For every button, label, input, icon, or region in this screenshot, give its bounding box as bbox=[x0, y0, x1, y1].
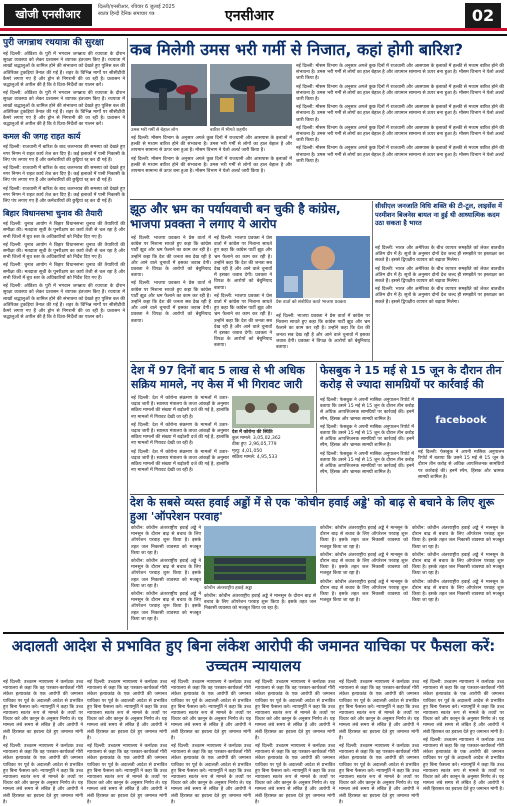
issue-date: दिल्ली/एनसीआर, रविवार 6 जुलाई 2025 bbox=[98, 4, 175, 10]
header-divider bbox=[0, 28, 507, 31]
column-divider bbox=[127, 38, 128, 630]
bjp-body-1: नई दिल्ली: भाजपा प्रवक्ता ने प्रेस वार्ता में कांग्रेस पर निशाना साधते हुए कहा कि कांग्रेस पार्टी झूठ और भ्रम फैलाने का काम कर रही है। उन्होंने कहा कि देश की जनता सब देख रही है और आने वाले चुनावों में इसका जवाब देगी। प्रवक्ता ने विपक्ष के आरोपों को बेबुनियाद बताया। नई दिल्ली: भाजपा प्रवक्ता ने प्रेस वार्ता में कांग्रेस पर निशाना साधते हुए कहा कि कांग्रेस पार्टी झूठ और भ्रम फैलाने का काम कर रही है। उन्होंने कहा कि देश की जनता सब देख रही है और आने वाले चुनावों में इसका जवाब देगी। प्रवक्ता ने विपक्ष के आरोपों को बेबुनियाद बताया। bbox=[131, 236, 211, 324]
court-body-1: नई दिल्ली: उच्चतम न्यायालय ने कर्नाटक उच्च न्यायालय से कहा कि वह पत्रकार-कार्यकर्ता गौरी लंकेश हत्याकांड के एक आरोपी की जमानत याचिका पर पूर्व के अदालती आदेश से प्रभावित हुए बिना फैसला करे। न्यायमूर्ति ने कहा कि उच्च न्यायालय स्वतंत्र रूप से मामले के तथ्यों पर विचार करे और कानून के अनुसार निर्णय ले। यह मामला लंबे समय से लंबित है और आरोपी ने लंबी हिरासत का हवाला देते हुए जमानत मांगी है। नई दिल्ली: उच्चतम न्यायालय ने कर्नाटक उच्च न्यायालय से कहा कि वह पत्रकार-कार्यकर्ता गौरी लंकेश हत्याकांड के एक आरोपी की जमानत याचिका पर पूर्व के अदालती आदेश से प्रभावित हुए बिना फैसला करे। न्यायमूर्ति ने कहा कि उच्च न्यायालय स्वतंत्र रूप से मामले के तथ्यों पर विचार करे और कानून के अनुसार निर्णय ले। यह मामला लंबे समय से लंबित है और आरोपी ने लंबी हिरासत का हवाला देते हुए जमानत मांगी है। bbox=[3, 680, 83, 805]
issue-info bbox=[98, 4, 175, 18]
airport-body-1: कोचीन: कोचीन अंतरराष्ट्रीय हवाई अड्डे ने मानसून के दौरान बाढ़ से बचाव के लिए ऑपरेशन परवाह शुरू किया है। इसके तहत जल निकासी व्यवस्था को मजबूत किया जा रहा है। कोचीन: कोचीन अंतरराष्ट्रीय हवाई अड्डे ने मानसून के दौरान बाढ़ से बचाव के लिए ऑपरेशन परवाह शुरू किया है। इसके तहत जल निकासी व्यवस्था को मजबूत किया जा रहा है। कोचीन: कोचीन अंतरराष्ट्रीय हवाई अड्डे ने मानसून के दौरान बाढ़ से बचाव के लिए ऑपरेशन परवाह शुरू किया है। इसके तहत जल निकासी व्यवस्था को मजबूत किया जा रहा है। bbox=[131, 526, 201, 622]
main-body-continued: नई दिल्ली: मौसम विभाग के अनुसार अगले कुछ दिनों में राजधानी और आसपास के इलाकों में हल्की से मध्यम बारिश होने की संभावना है। उमस भरी गर्मी से लोगों का हाल बेहाल है और तापमान सामान्य से ऊपर बना हुआ है। मौसम विभाग ने येलो अलर्ट जारी किया है। नई दिल्ली: मौसम विभाग के अनुसार अगले कुछ दिनों में राजधानी और आसपास के इलाकों में हल्की से मध्यम बारिश होने की संभावना है। उमस भरी गर्मी से लोगों का हाल बेहाल है और तापमान सामान्य से ऊपर बना हुआ है। मौसम विभाग ने येलो अलर्ट जारी किया है। नई दिल्ली: मौसम विभाग के अनुसार अगले कुछ दिनों में राजधानी और आसपास के इलाकों में हल्की से मध्यम बारिश होने की संभावना है। उमस भरी गर्मी से लोगों का हाल बेहाल है और तापमान सामान्य से ऊपर बना हुआ है। मौसम विभाग ने येलो अलर्ट जारी किया है। नई दिल्ली: मौसम विभाग के अनुसार अगले कुछ दिनों में राजधानी और आसपास के इलाकों में हल्की से मध्यम बारिश होने की संभावना है। उमस भरी गर्मी से लोगों का हाल बेहाल है और तापमान सामान्य से ऊपर बना हुआ है। मौसम विभाग ने येलो अलर्ट जारी किया है। नई दिल्ली: मौसम विभाग के अनुसार अगले कुछ दिनों में राजधानी और आसपास के इलाकों में हल्की से मध्यम बारिश होने की संभावना है। उमस भरी गर्मी से लोगों का हाल बेहाल है और तापमान सामान्य से ऊपर बना हुआ है। मौसम विभाग ने येलो अलर्ट जारी किया है। bbox=[296, 64, 504, 164]
facebook-headline: फेसबुक ने 15 मई से 15 जून के दौरान तीन करोड़ से ज्यादा सामग्रियों पर कार्रवाई की bbox=[320, 364, 502, 391]
airport-body-3: कोचीन: कोचीन अंतरराष्ट्रीय हवाई अड्डे ने मानसून के दौरान बाढ़ से बचाव के लिए ऑपरेशन परवाह शुरू किया है। इसके तहत जल निकासी व्यवस्था को मजबूत किया जा रहा है। कोचीन: कोचीन अंतरराष्ट्रीय हवाई अड्डे ने मानसून के दौरान बाढ़ से बचाव के लिए ऑपरेशन परवाह शुरू किया है। इसके तहत जल निकासी व्यवस्था को मजबूत किया जा रहा है। कोचीन: कोचीन अंतरराष्ट्रीय हवाई अड्डे ने मानसून के दौरान बाढ़ से बचाव के लिए ऑपरेशन परवाह शुरू किया है। इसके तहत जल निकासी व्यवस्था को मजबूत किया जा रहा है। bbox=[320, 526, 408, 604]
stats-deaths: मृत्यु: 4,01,050 bbox=[232, 448, 263, 454]
column-divider-2 bbox=[372, 201, 373, 361]
left-body-2: नई दिल्ली: राजधानी में बारिश के बाद जलभराव की समस्या को देखते हुए नगर निगम ने राहत कार्य तेज कर दिए हैं। कई इलाकों में पानी निकासी के लिए पंप लगाए गए हैं और कर्मचारियों की छुट्टियां रद्द कर दी गई हैं। नई दिल्ली: राजधानी में बारिश के बाद जलभराव की समस्या को देखते हुए नगर निगम ने राहत कार्य तेज कर दिए हैं। कई इलाकों में पानी निकासी के लिए पंप लगाए गए हैं और कर्मचारियों की छुट्टियां रद्द कर दी गई हैं। नई दिल्ली: राजधानी में बारिश के बाद जलभराव की समस्या को देखते हुए नगर निगम ने राहत कार्य तेज कर दिए हैं। कई इलाकों में पानी निकासी के लिए पंप लगाए गए हैं और कर्मचारियों की छुट्टियां रद्द कर दी गई हैं। bbox=[3, 145, 125, 205]
stats-title: देश में कोरोना की स्थिति bbox=[232, 430, 273, 435]
corona-body: नई दिल्ली: देश में कोरोना संक्रमण के मामलों में उतार-चढ़ाव जारी है। स्वास्थ्य मंत्रालय के ताजा आंकड़ों के अनुसार सक्रिय मामलों की संख्या में बढ़ोतरी दर्ज की गई है, हालांकि नए मामलों में गिरावट देखी जा रही है। नई दिल्ली: देश में कोरोना संक्रमण के मामलों में उतार-चढ़ाव जारी है। स्वास्थ्य मंत्रालय के ताजा आंकड़ों के अनुसार सक्रिय मामलों की संख्या में बढ़ोतरी दर्ज की गई है, हालांकि नए मामलों में गिरावट देखी जा रही है। नई दिल्ली: देश में कोरोना संक्रमण के मामलों में उतार-चढ़ाव जारी है। स्वास्थ्य मंत्रालय के ताजा आंकड़ों के अनुसार सक्रिय मामलों की संख्या में बढ़ोतरी दर्ज की गई है, हालांकि नए मामलों में गिरावट देखी जा रही है। bbox=[131, 396, 229, 474]
section-divider-2 bbox=[130, 361, 504, 362]
facebook-logo bbox=[418, 398, 504, 448]
stats-active: सक्रिय मामले: 4,95,533 bbox=[232, 454, 278, 460]
facebook-logo-text: facebook bbox=[435, 415, 487, 426]
section-divider-3 bbox=[130, 494, 504, 495]
airport-caption: कोचीन अंतरराष्ट्रीय हवाई अड्डा bbox=[204, 586, 252, 591]
court-body-3: नई दिल्ली: उच्चतम न्यायालय ने कर्नाटक उच्च न्यायालय से कहा कि वह पत्रकार-कार्यकर्ता गौरी लंकेश हत्याकांड के एक आरोपी की जमानत याचिका पर पूर्व के अदालती आदेश से प्रभावित हुए बिना फैसला करे। न्यायमूर्ति ने कहा कि उच्च न्यायालय स्वतंत्र रूप से मामले के तथ्यों पर विचार करे और कानून के अनुसार निर्णय ले। यह मामला लंबे समय से लंबित है और आरोपी ने लंबी हिरासत का हवाला देते हुए जमानत मांगी है। नई दिल्ली: उच्चतम न्यायालय ने कर्नाटक उच्च न्यायालय से कहा कि वह पत्रकार-कार्यकर्ता गौरी लंकेश हत्याकांड के एक आरोपी की जमानत याचिका पर पूर्व के अदालती आदेश से प्रभावित हुए बिना फैसला करे। न्यायमूर्ति ने कहा कि उच्च न्यायालय स्वतंत्र रूप से मामले के तथ्यों पर विचार करे और कानून के अनुसार निर्णय ले। यह मामला लंबे समय से लंबित है और आरोपी ने लंबी हिरासत का हवाला देते हुए जमानत मांगी है। bbox=[171, 680, 251, 805]
airport-headline: देश के सबसे व्यस्त हवाई अड्डों में से एक 'कोचीन हवाई अड्डे' को बाढ़ से बचाने के लिए शुरू हुआ 'ऑपरेशन परवाह' bbox=[130, 496, 495, 523]
court-body-2: नई दिल्ली: उच्चतम न्यायालय ने कर्नाटक उच्च न्यायालय से कहा कि वह पत्रकार-कार्यकर्ता गौरी लंकेश हत्याकांड के एक आरोपी की जमानत याचिका पर पूर्व के अदालती आदेश से प्रभावित हुए बिना फैसला करे। न्यायमूर्ति ने कहा कि उच्च न्यायालय स्वतंत्र रूप से मामले के तथ्यों पर विचार करे और कानून के अनुसार निर्णय ले। यह मामला लंबे समय से लंबित है और आरोपी ने लंबी हिरासत का हवाला देते हुए जमानत मांगी है। नई दिल्ली: उच्चतम न्यायालय ने कर्नाटक उच्च न्यायालय से कहा कि वह पत्रकार-कार्यकर्ता गौरी लंकेश हत्याकांड के एक आरोपी की जमानत याचिका पर पूर्व के अदालती आदेश से प्रभावित हुए बिना फैसला करे। न्यायमूर्ति ने कहा कि उच्च न्यायालय स्वतंत्र रूप से मामले के तथ्यों पर विचार करे और कानून के अनुसार निर्णय ले। यह मामला लंबे समय से लंबित है और आरोपी ने लंबी हिरासत का हवाला देते हुए जमानत मांगी है। bbox=[87, 680, 167, 805]
facebook-body-2: नई दिल्ली: फेसबुक ने अपनी मासिक अनुपालन रिपोर्ट में बताया कि उसने 15 मई से 15 जून के दौरान तीन करोड़ से अधिक आपत्तिजनक सामग्रियों पर कार्रवाई की। इनमें स्पैम, हिंसक और भ्रामक सामग्री शामिल है। bbox=[418, 450, 504, 480]
main-headline: कब मिलेगी उमस भरी गर्मी से निजात, कहां होगी बारिश? bbox=[130, 40, 463, 59]
bottom-divider bbox=[3, 632, 504, 634]
spokesperson-photo bbox=[276, 236, 370, 298]
issue-tagline: स्वतंत्र हिन्दी दैनिक समाचार पत्र bbox=[98, 11, 155, 17]
left-headline-1: पुरी जगन्नाथ रथयात्रा की सुरक्षा bbox=[3, 38, 104, 48]
column-divider-3 bbox=[316, 363, 317, 493]
court-headline: अदालती आदेश से प्रभावित हुए बिना लंकेश आरोपी की जमानत याचिका पर फैसला करें: उच्चतम न्यायालय bbox=[11, 637, 496, 675]
court-body-4: नई दिल्ली: उच्चतम न्यायालय ने कर्नाटक उच्च न्यायालय से कहा कि वह पत्रकार-कार्यकर्ता गौरी लंकेश हत्याकांड के एक आरोपी की जमानत याचिका पर पूर्व के अदालती आदेश से प्रभावित हुए बिना फैसला करे। न्यायमूर्ति ने कहा कि उच्च न्यायालय स्वतंत्र रूप से मामले के तथ्यों पर विचार करे और कानून के अनुसार निर्णय ले। यह मामला लंबे समय से लंबित है और आरोपी ने लंबी हिरासत का हवाला देते हुए जमानत मांगी है। नई दिल्ली: उच्चतम न्यायालय ने कर्नाटक उच्च न्यायालय से कहा कि वह पत्रकार-कार्यकर्ता गौरी लंकेश हत्याकांड के एक आरोपी की जमानत याचिका पर पूर्व के अदालती आदेश से प्रभावित हुए बिना फैसला करे। न्यायमूर्ति ने कहा कि उच्च न्यायालय स्वतंत्र रूप से मामले के तथ्यों पर विचार करे और कानून के अनुसार निर्णय ले। यह मामला लंबे समय से लंबित है और आरोपी ने लंबी हिरासत का हवाला देते हुए जमानत मांगी है। bbox=[255, 680, 335, 805]
trade-body: नई दिल्ली: भारत और अमेरिका के बीच व्यापार समझौते को लेकर बातचीत अंतिम दौर में है। सूत्रों के अनुसार दोनों देश जल्द ही समझौते पर हस्ताक्षर कर सकते हैं। इससे द्विपक्षीय व्यापार को बढ़ावा मिलेगा। नई दिल्ली: भारत और अमेरिका के बीच व्यापार समझौते को लेकर बातचीत अंतिम दौर में है। सूत्रों के अनुसार दोनों देश जल्द ही समझौते पर हस्ताक्षर कर सकते हैं। इससे द्विपक्षीय व्यापार को बढ़ावा मिलेगा। नई दिल्ली: भारत और अमेरिका के बीच व्यापार समझौते को लेकर बातचीत अंतिम दौर में है। सूत्रों के अनुसार दोनों देश जल्द ही समझौते पर हस्ताक्षर कर सकते हैं। इससे द्विपक्षीय व्यापार को बढ़ावा मिलेगा। bbox=[375, 246, 504, 305]
left-headline-3: बिहार विधानसभा चुनाव की तैयारी bbox=[3, 209, 103, 219]
left-body-1: नई दिल्ली: ओडिशा के पुरी में भगवान जगन्नाथ की रथयात्रा के दौरान सुरक्षा व्यवस्था को लेकर प्रशासन ने व्यापक इंतजाम किए हैं। रथयात्रा में लाखों श्रद्धालुओं के शामिल होने की संभावना को देखते हुए पुलिस बल की अतिरिक्त टुकड़ियां तैनात की गई हैं। शहर के विभिन्न मार्गों पर सीसीटीवी कैमरे लगाए गए हैं और ड्रोन से निगरानी की जा रही है। प्रशासन ने श्रद्धालुओं से अपील की है कि वे दिशा-निर्देशों का पालन करें। नई दिल्ली: ओडिशा के पुरी में भगवान जगन्नाथ की रथयात्रा के दौरान सुरक्षा व्यवस्था को लेकर प्रशासन ने व्यापक इंतजाम किए हैं। रथयात्रा में लाखों श्रद्धालुओं के शामिल होने की संभावना को देखते हुए पुलिस बल की अतिरिक्त टुकड़ियां तैनात की गई हैं। शहर के विभिन्न मार्गों पर सीसीटीवी कैमरे लगाए गए हैं और ड्रोन से निगरानी की जा रही है। प्रशासन ने श्रद्धालुओं से अपील की है कि वे दिशा-निर्देशों का पालन करें। bbox=[3, 52, 125, 128]
hospital-photo bbox=[232, 396, 314, 428]
stats-total: कुल मामले: 3,05,02,362 bbox=[232, 436, 281, 442]
section-divider bbox=[130, 199, 504, 200]
newspaper-logo: खोजी एनसीआर bbox=[4, 4, 92, 26]
corona-headline: देश में 97 दिनों बाद 5 लाख से भी अधिक सक्रिय मामले, नए केस में भी गिरावट जारी bbox=[131, 364, 305, 391]
photo-caption-1: उमस भरी गर्मी से बेहाल लोग bbox=[131, 128, 178, 133]
rain-photo-2 bbox=[210, 64, 292, 126]
photo-caption-2: बारिश में भीगते राहगीर bbox=[210, 128, 248, 133]
airport-body-2: कोचीन: कोचीन अंतरराष्ट्रीय हवाई अड्डे ने मानसून के दौरान बाढ़ से बचाव के लिए ऑपरेशन परवाह शुरू किया है। इसके तहत जल निकासी व्यवस्था को मजबूत किया जा रहा है। bbox=[204, 594, 316, 612]
bjp-body-3: नई दिल्ली: भाजपा प्रवक्ता ने प्रेस वार्ता में कांग्रेस पर निशाना साधते हुए कहा कि कांग्रेस पार्टी झूठ और भ्रम फैलाने का काम कर रही है। उन्होंने कहा कि देश की जनता सब देख रही है और आने वाले चुनावों में इसका जवाब देगी। प्रवक्ता ने विपक्ष के आरोपों को बेबुनियाद बताया। bbox=[276, 314, 370, 351]
main-body: नई दिल्ली: मौसम विभाग के अनुसार अगले कुछ दिनों में राजधानी और आसपास के इलाकों में हल्की से मध्यम बारिश होने की संभावना है। उमस भरी गर्मी से लोगों का हाल बेहाल है और तापमान सामान्य से ऊपर बना हुआ है। मौसम विभाग ने येलो अलर्ट जारी किया है। नई दिल्ली: मौसम विभाग के अनुसार अगले कुछ दिनों में राजधानी और आसपास के इलाकों में हल्की से मध्यम बारिश होने की संभावना है। उमस भरी गर्मी से लोगों का हाल बेहाल है और तापमान सामान्य से ऊपर बना हुआ है। मौसम विभाग ने येलो अलर्ट जारी किया है। bbox=[131, 136, 292, 175]
left-column bbox=[3, 38, 125, 628]
left-body-3: नई दिल्ली: चुनाव आयोग ने बिहार विधानसभा चुनाव की तैयारियों की समीक्षा की। मतदाता सूची के पुनरीक्षण का कार्य तेजी से चल रहा है और सभी जिलों में बूथ स्तर के अधिकारियों को निर्देश दिए गए हैं। नई दिल्ली: चुनाव आयोग ने बिहार विधानसभा चुनाव की तैयारियों की समीक्षा की। मतदाता सूची के पुनरीक्षण का कार्य तेजी से चल रहा है और सभी जिलों में बूथ स्तर के अधिकारियों को निर्देश दिए गए हैं। नई दिल्ली: चुनाव आयोग ने बिहार विधानसभा चुनाव की तैयारियों की समीक्षा की। मतदाता सूची के पुनरीक्षण का कार्य तेजी से चल रहा है और सभी जिलों में बूथ स्तर के अधिकारियों को निर्देश दिए गए हैं। नई दिल्ली: ओडिशा के पुरी में भगवान जगन्नाथ की रथयात्रा के दौरान सुरक्षा व्यवस्था को लेकर प्रशासन ने व्यापक इंतजाम किए हैं। रथयात्रा में लाखों श्रद्धालुओं के शामिल होने की संभावना को देखते हुए पुलिस बल की अतिरिक्त टुकड़ियां तैनात की गई हैं। शहर के विभिन्न मार्गों पर सीसीटीवी कैमरे लगाए गए हैं और ड्रोन से निगरानी की जा रही है। प्रशासन ने श्रद्धालुओं से अपील की है कि वे दिशा-निर्देशों का पालन करें। bbox=[3, 222, 125, 321]
court-body-6: नई दिल्ली: उच्चतम न्यायालय ने कर्नाटक उच्च न्यायालय से कहा कि वह पत्रकार-कार्यकर्ता गौरी लंकेश हत्याकांड के एक आरोपी की जमानत याचिका पर पूर्व के अदालती आदेश से प्रभावित हुए बिना फैसला करे। न्यायमूर्ति ने कहा कि उच्च न्यायालय स्वतंत्र रूप से मामले के तथ्यों पर विचार करे और कानून के अनुसार निर्णय ले। यह मामला लंबे समय से लंबित है और आरोपी ने लंबी हिरासत का हवाला देते हुए जमानत मांगी है। नई दिल्ली: उच्चतम न्यायालय ने कर्नाटक उच्च न्यायालय से कहा कि वह पत्रकार-कार्यकर्ता गौरी लंकेश हत्याकांड के एक आरोपी की जमानत याचिका पर पूर्व के अदालती आदेश से प्रभावित हुए बिना फैसला करे। न्यायमूर्ति ने कहा कि उच्च न्यायालय स्वतंत्र रूप से मामले के तथ्यों पर विचार करे और कानून के अनुसार निर्णय ले। यह मामला लंबे समय से लंबित है और आरोपी ने लंबी हिरासत का हवाला देते हुए जमानत मांगी है। bbox=[423, 680, 504, 793]
trade-headline: सीसीएल जनजाति विधि शक्ति की टी-टूल, लाइसेंस में परमीशन बिजनेस बायल ना हुई थी आध्यात्मिक कदम उठा सकता है भारत bbox=[375, 202, 503, 227]
facebook-body: नई दिल्ली: फेसबुक ने अपनी मासिक अनुपालन रिपोर्ट में बताया कि उसने 15 मई से 15 जून के दौरान तीन करोड़ से अधिक आपत्तिजनक सामग्रियों पर कार्रवाई की। इनमें स्पैम, हिंसक और भ्रामक सामग्री शामिल है। नई दिल्ली: फेसबुक ने अपनी मासिक अनुपालन रिपोर्ट में बताया कि उसने 15 मई से 15 जून के दौरान तीन करोड़ से अधिक आपत्तिजनक सामग्रियों पर कार्रवाई की। इनमें स्पैम, हिंसक और भ्रामक सामग्री शामिल है। नई दिल्ली: फेसबुक ने अपनी मासिक अनुपालन रिपोर्ट में बताया कि उसने 15 मई से 15 जून के दौरान तीन करोड़ से अधिक आपत्तिजनक सामग्रियों पर कार्रवाई की। इनमें स्पैम, हिंसक और भ्रामक सामग्री शामिल है। bbox=[320, 398, 414, 476]
bjp-headline: झूठ और भ्रम का पर्यायवाची बन चुकी है कांग्रेस, भाजपा प्रवक्ता ने लगाए ये आरोप bbox=[130, 202, 341, 231]
page-number: 02 bbox=[465, 3, 501, 29]
section-title: एनसीआर bbox=[225, 8, 274, 24]
rain-photo-1 bbox=[131, 64, 207, 126]
bjp-body-2: नई दिल्ली: भाजपा प्रवक्ता ने प्रेस वार्ता में कांग्रेस पर निशाना साधते हुए कहा कि कांग्रेस पार्टी झूठ और भ्रम फैलाने का काम कर रही है। उन्होंने कहा कि देश की जनता सब देख रही है और आने वाले चुनावों में इसका जवाब देगी। प्रवक्ता ने विपक्ष के आरोपों को बेबुनियाद बताया। नई दिल्ली: भाजपा प्रवक्ता ने प्रेस वार्ता में कांग्रेस पर निशाना साधते हुए कहा कि कांग्रेस पार्टी झूठ और भ्रम फैलाने का काम कर रही है। उन्होंने कहा कि देश की जनता सब देख रही है और आने वाले चुनावों में इसका जवाब देगी। प्रवक्ता ने विपक्ष के आरोपों को बेबुनियाद बताया। bbox=[214, 236, 272, 349]
airport-photo bbox=[204, 526, 316, 584]
stats-recovered: ठीक हुए: 2,96,05,779 bbox=[232, 442, 277, 448]
court-body-5: नई दिल्ली: उच्चतम न्यायालय ने कर्नाटक उच्च न्यायालय से कहा कि वह पत्रकार-कार्यकर्ता गौरी लंकेश हत्याकांड के एक आरोपी की जमानत याचिका पर पूर्व के अदालती आदेश से प्रभावित हुए बिना फैसला करे। न्यायमूर्ति ने कहा कि उच्च न्यायालय स्वतंत्र रूप से मामले के तथ्यों पर विचार करे और कानून के अनुसार निर्णय ले। यह मामला लंबे समय से लंबित है और आरोपी ने लंबी हिरासत का हवाला देते हुए जमानत मांगी है। नई दिल्ली: उच्चतम न्यायालय ने कर्नाटक उच्च न्यायालय से कहा कि वह पत्रकार-कार्यकर्ता गौरी लंकेश हत्याकांड के एक आरोपी की जमानत याचिका पर पूर्व के अदालती आदेश से प्रभावित हुए बिना फैसला करे। न्यायमूर्ति ने कहा कि उच्च न्यायालय स्वतंत्र रूप से मामले के तथ्यों पर विचार करे और कानून के अनुसार निर्णय ले। यह मामला लंबे समय से लंबित है और आरोपी ने लंबी हिरासत का हवाला देते हुए जमानत मांगी है। bbox=[339, 680, 419, 805]
left-headline-2: कमल की जगह राहत कार्य bbox=[3, 132, 81, 142]
airport-body-4: कोचीन: कोचीन अंतरराष्ट्रीय हवाई अड्डे ने मानसून के दौरान बाढ़ से बचाव के लिए ऑपरेशन परवाह शुरू किया है। इसके तहत जल निकासी व्यवस्था को मजबूत किया जा रहा है। कोचीन: कोचीन अंतरराष्ट्रीय हवाई अड्डे ने मानसून के दौरान बाढ़ से बचाव के लिए ऑपरेशन परवाह शुरू किया है। इसके तहत जल निकासी व्यवस्था को मजबूत किया जा रहा है। कोचीन: कोचीन अंतरराष्ट्रीय हवाई अड्डे ने मानसून के दौरान बाढ़ से बचाव के लिए ऑपरेशन परवाह शुरू किया है। इसके तहत जल निकासी व्यवस्था को मजबूत किया जा रहा है। bbox=[412, 526, 504, 604]
spokesperson-caption: प्रेस वार्ता को संबोधित करते भाजपा प्रवक्ता bbox=[276, 300, 346, 305]
